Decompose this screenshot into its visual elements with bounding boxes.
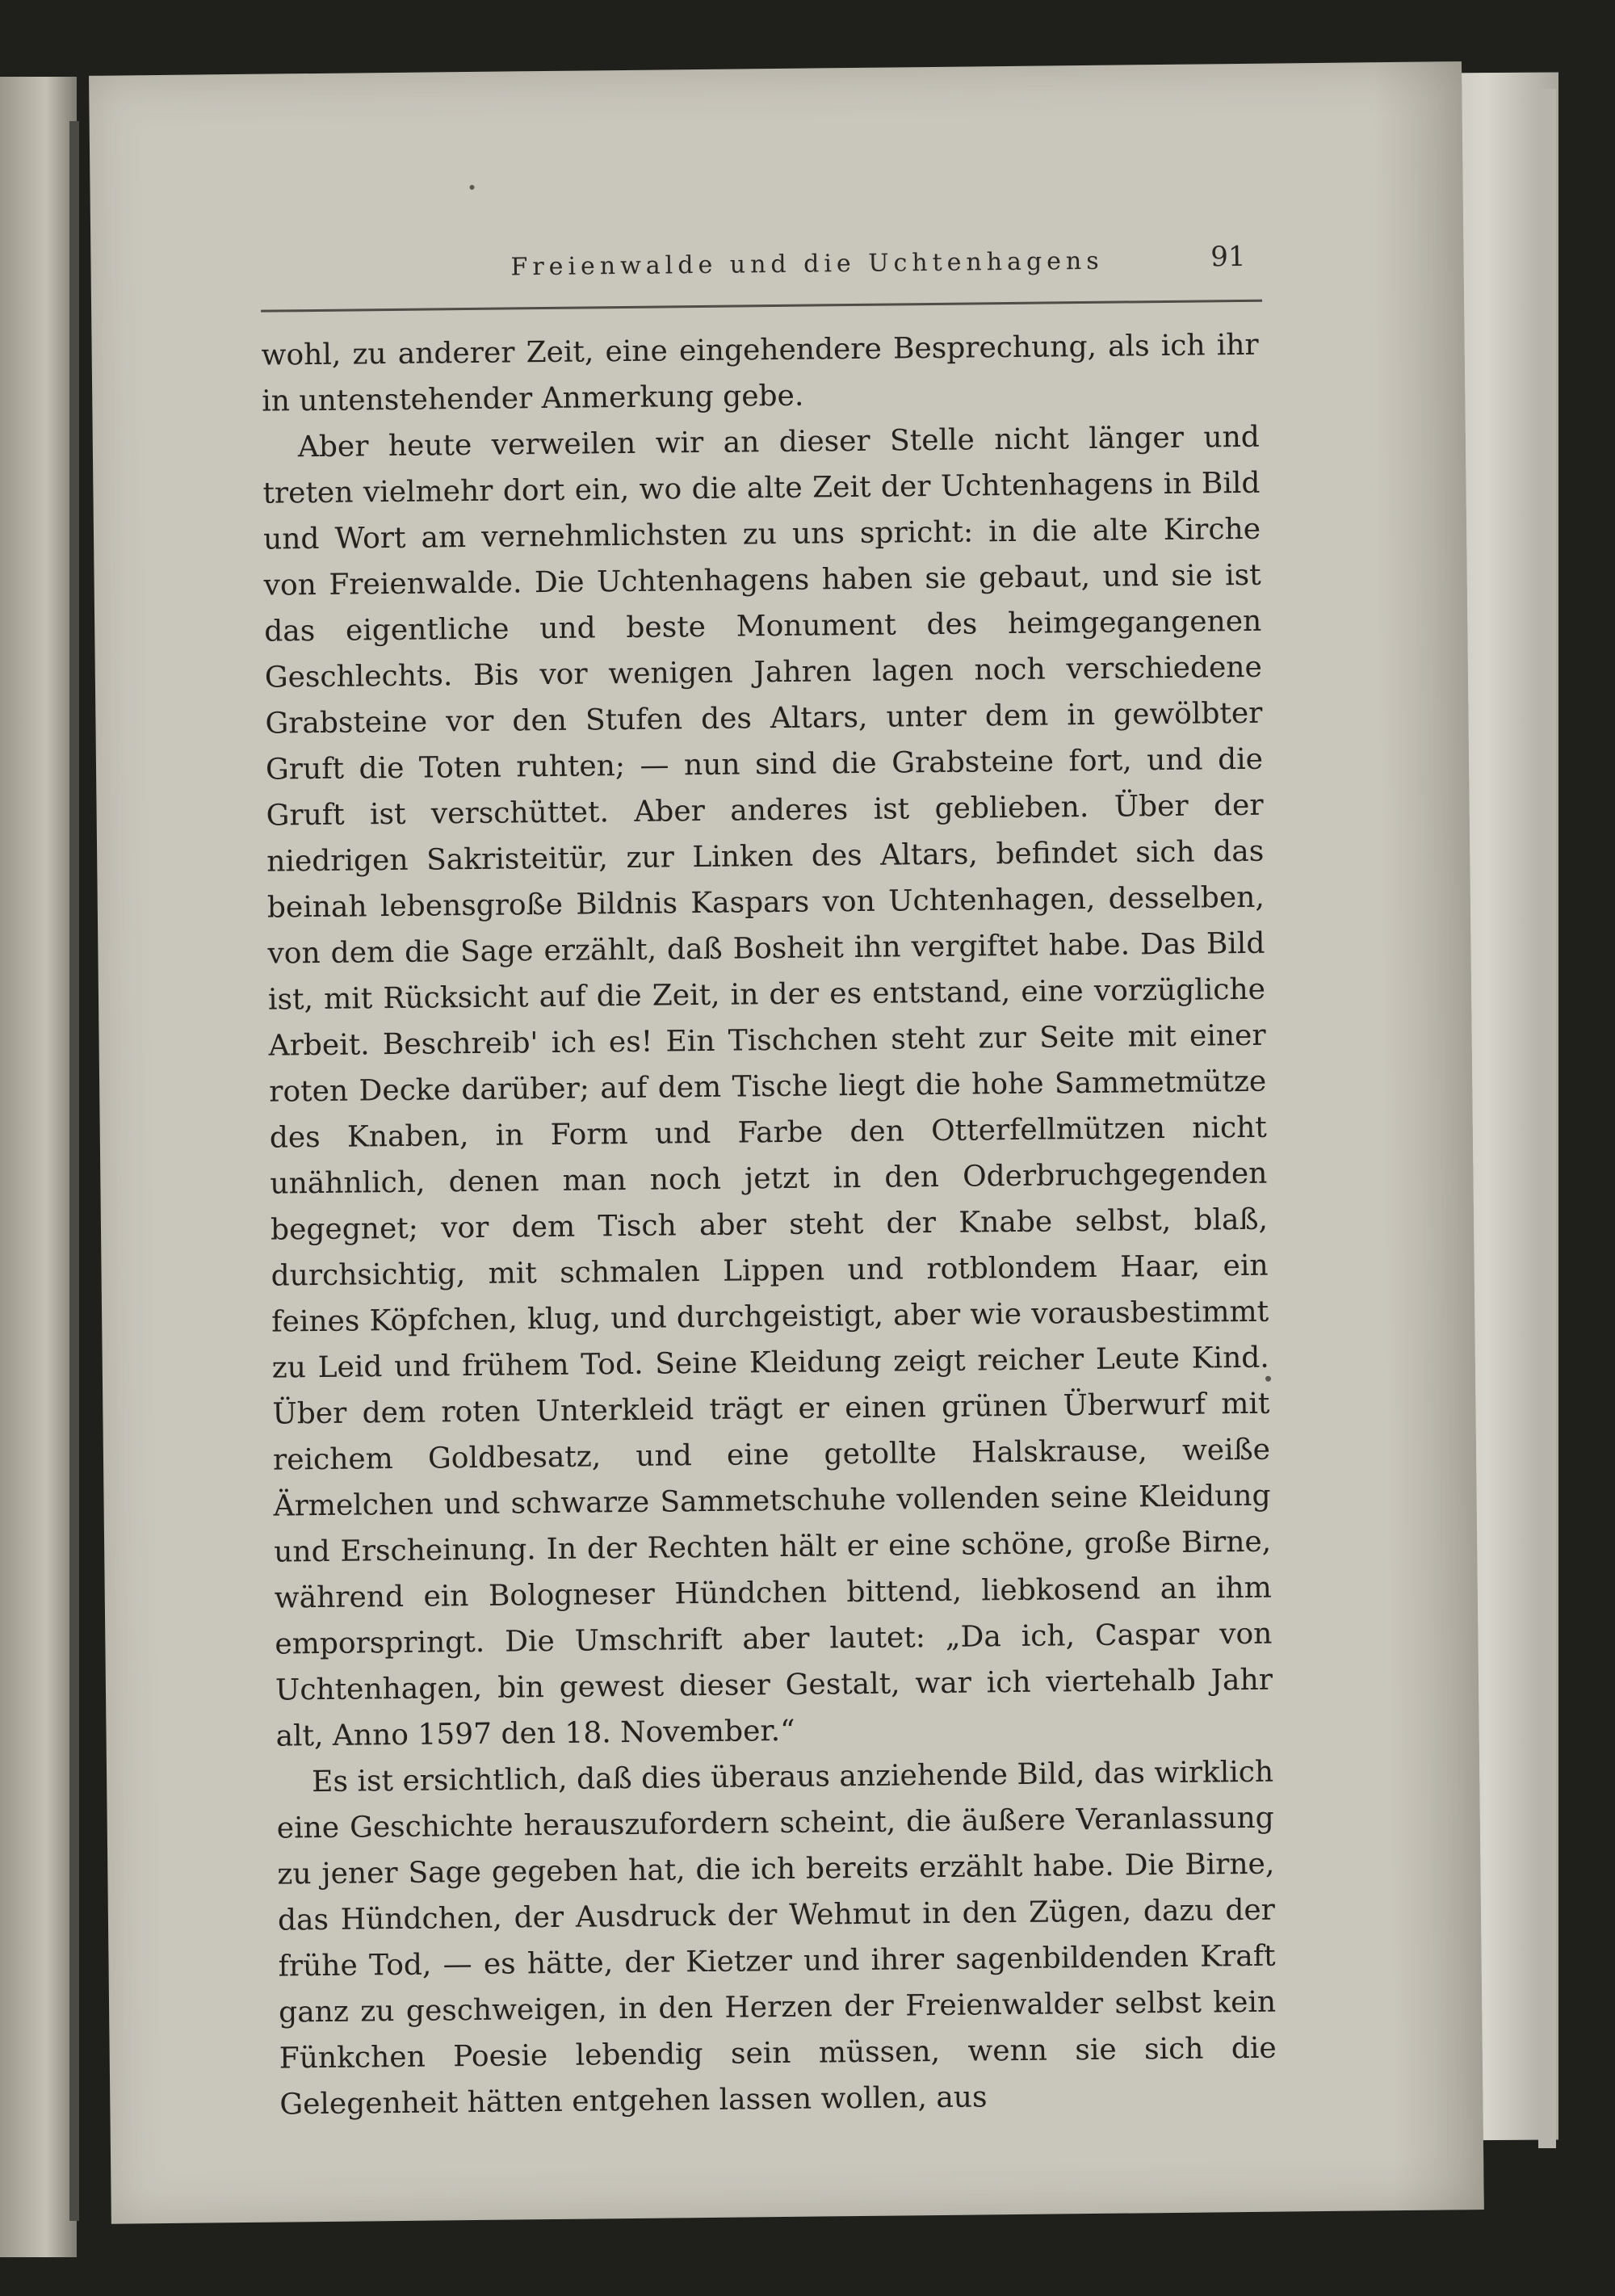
book-gutter [69, 121, 79, 2221]
page-header [260, 240, 1262, 304]
page-number: 91 [1210, 240, 1246, 274]
paragraph: Es ist ersichtlich, daß dies überaus anziehende Bild, das wirklich eine Geschichte herauszufordern scheint, die äußere Veranlassung zu jener Sage gegeben hat, die ich bereits erzählt habe. Die Birne, das Hündchen, der Ausdruck der Wehmut in den Zügen, dazu der frühe Tod, — es hätte, der Kietzer und ihrer sagenbildenden Kraft ganz zu geschweigen, in den Herzen der Freienwalder selbst kein Fünkchen Poesie lebendig sein müssen, wenn sie sich die Gelegenheit hätten entgehen lassen wollen, aus [276, 1755, 1277, 2122]
book-page [89, 61, 1484, 2224]
left-page-edge [0, 77, 77, 2257]
paragraph: Aber heute verweilen wir an dieser Stelle nicht länger und treten vielmehr dort ein, wo die alte Zeit der Uchtenhagens in Bild und Wort am vernehmlichsten zu uns spricht: in die alte Kirche von Freienwalde. Die Uchtenhagens haben sie gebaut, und sie ist das eigentliche und beste Monument des heimgegangenen Geschlechts. Bis vor wenigen Jahren lagen noch verschiedene Grabsteine vor den Stufen des Altars, unter dem in gewölbter Gruft die Toten ruhten; — nun sind die Grabsteine fort, und die Gruft ist verschüttet. Aber anderes ist geblieben. Über der niedrigen Sakristeitür, zur Linken des Altars, befindet sich das beinah lebensgroße Bildnis Kaspars von Uchtenhagen, desselben, von dem die Sage erzählt, daß Bosheit ihn vergiftet habe. Das Bild ist, mit Rücksicht auf die Zeit, in der es entstand, eine vorzügliche Arbeit. Beschreib' ich es! Ein Tischchen steht zur Seite mit einer roten Decke darüber; auf dem Tische liegt die hohe Sammetmütze des Knaben, in Form und Farbe den Otterfellmützen nicht unähnlich, denen man noch jetzt in den Oderbruchgegenden begegnet; vor dem Tisch aber steht der Knabe selbst, blaß, durchsichtig, mit schmalen Lippen und rotblondem Haar, ein feines Köpfchen, klug, und durchgeistigt, aber wie vorausbestimmt zu Leid und frühem Tod. Seine Kleidung zeigt reicher Leute Kind. Über dem roten Unterkleid trägt er einen grünen Überwurf mit reichem Goldbesatz, und eine getollte Halskrause, weiße Ärmelchen und schwarze Sammetschuhe vollenden seine Kleidung und Erscheinung. In der Rechten hält er eine schöne, große Birne, während ein Bologneser Hündchen bittend, liebkosend an ihm emporspringt. Die Umschrift aber lautet: „Da ich, Caspar von Uchtenhagen, bin gewest dieser Gestalt, war ich viertehalb Jahr alt, Anno 1597 den 18. November.“ [262, 420, 1273, 1753]
body-text [261, 322, 1277, 2128]
running-title: Freienwalde und die Uchtenhagens [510, 246, 1104, 282]
paragraph: wohl, zu anderer Zeit, eine eingehendere Besprechung, als ich ihr in untenstehender Anmerkung gebe. [261, 328, 1259, 418]
book-cover-edge [1538, 89, 1556, 2148]
paper-speck [469, 185, 474, 190]
